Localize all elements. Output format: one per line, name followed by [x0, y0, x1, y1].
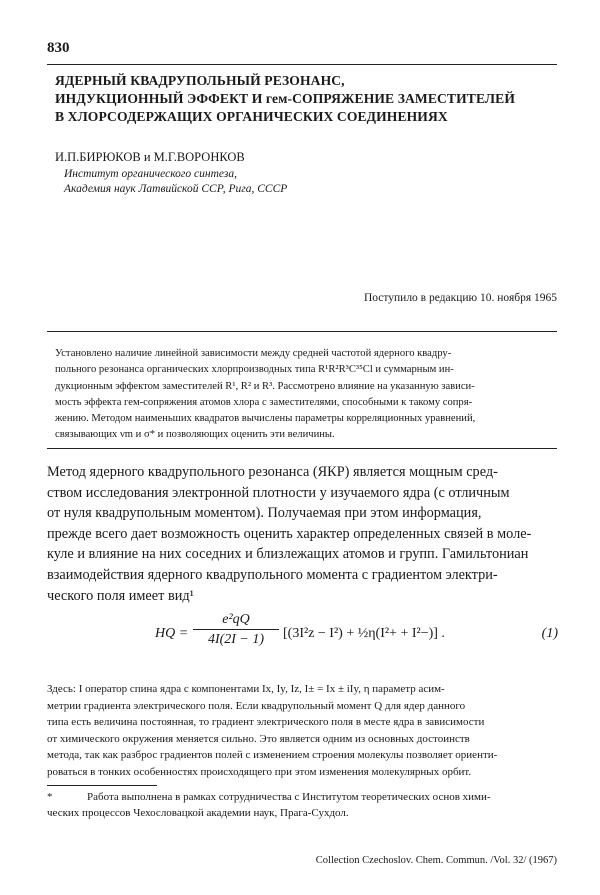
body-line: прежде всего дает возможность оценить характер определенных связей в моле-: [47, 525, 532, 542]
abstract-rule-bottom: [47, 448, 557, 449]
abstract-line: мость эффекта гем-сопряжения атомов хлора с заместителями, способными к такому сопря-: [55, 396, 473, 408]
body-line: взаимодействия ядерного квадрупольного момента с градиентом электри-: [47, 566, 498, 583]
page-number: 830: [47, 40, 70, 56]
body-line: ческого поля имеет вид¹: [47, 587, 194, 604]
body-line: от нуля квадрупольным моментом). Получаемая при этом информация,: [47, 505, 482, 522]
abstract-line: дукционным эффектом заместителей R¹, R² и R³. Рассмотрено влияние на указанную зависи-: [55, 380, 475, 392]
note-line: от химического окружения меняется сильно. Это является одним из основных достоинств: [47, 732, 470, 745]
article-title: [55, 72, 560, 126]
abstract-line: связывающих νm и σ* и позволяющих оценить эти величины.: [55, 429, 335, 441]
hamiltonian-formula: [155, 612, 560, 660]
footnote: [47, 789, 559, 821]
note-line: метода, так как разброс градиентов полей с изменением строения молекулы позволяет ориенти-: [47, 749, 498, 762]
footnote-line: ческих процессов Чехословацкой академии наук, Прага-Сухдол.: [47, 807, 349, 819]
abstract-line: жению. Методом наименьших квадратов вычислены параметры корреляционных уравнений,: [55, 413, 476, 425]
header-rule: [47, 64, 557, 65]
abstract-line: польного резонанса органических хлорпроизводных типа R¹R²R³C³⁵Cl и суммарным ин-: [55, 364, 454, 376]
received-date: Поступило в редакцию 10. ноября 1965: [363, 292, 557, 304]
body-text: [47, 462, 559, 606]
note-line: Здесь: I оператор спина ядра с компонентами Ix, Iy, Iz, I± = Ix ± iIy, η параметр асим-: [47, 683, 445, 695]
note-line: типа есть величина постоянная, то градиент электрического поля в месте ядра в зависимости: [47, 716, 485, 729]
formula-numerator: e²qQ: [193, 612, 279, 630]
formula-lhs: HQ =: [155, 626, 189, 641]
equation-number: (1): [541, 626, 558, 641]
body-line: куле и влияние на них соседних и близлежащих атомов и групп. Гамильтониан: [47, 546, 529, 563]
formula-fraction: [193, 612, 279, 648]
footnote-line: [47, 789, 559, 805]
affiliation-line: Институт органического синтеза,: [64, 168, 237, 180]
journal-citation: Collection Czechoslov. Chem. Commun. /Vol. 32/ (1967): [315, 855, 557, 866]
note-line: роваться в тонких особенностях происходящего при этом изменения молекулярных орбит.: [47, 765, 472, 778]
formula-explanation: [47, 681, 559, 781]
title-line: ЯДЕРНЫЙ КВАДРУПОЛЬНЫЙ РЕЗОНАНС,: [55, 73, 345, 88]
title-line: ИНДУКЦИОННЫЙ ЭФФЕКТ И гем-СОПРЯЖЕНИЕ ЗАМЕСТИТЕЛЕЙ: [55, 91, 515, 106]
formula-denominator: 4I(2I − 1): [207, 632, 265, 647]
title-line: В ХЛОРСОДЕРЖАЩИХ ОРГАНИЧЕСКИХ СОЕДИНЕНИЯХ: [55, 109, 448, 124]
authors: И.П.БИРЮКОВ и М.Г.ВОРОНКОВ: [55, 150, 245, 164]
body-line: Метод ядерного квадрупольного резонанса (ЯКР) является мощным сред-: [47, 464, 498, 480]
abstract-line: Установлено наличие линейной зависимости между средней частотой ядерного квадру-: [55, 348, 452, 359]
abstract-rule-top: [47, 331, 557, 332]
footnote-rule: [47, 785, 157, 786]
body-line: ством исследования электронной плотности у изучаемого ядра (с отличным: [47, 484, 510, 501]
abstract: [55, 346, 560, 444]
footnote-mark: *: [47, 791, 53, 803]
note-line: метрии градиента электрического поля. Если квадрупольный момент Q для ядер данного: [47, 699, 466, 712]
affiliation-line: Академия наук Латвийской ССР, Рига, СССР: [64, 183, 288, 195]
affiliation: [64, 167, 287, 197]
footnote-text: Работа выполнена в рамках сотрудничества с Институтом теоретических основ хими-: [87, 791, 491, 803]
formula-rhs: [(3I²z − I²) + ½η(I²+ + I²−)] .: [283, 626, 445, 641]
